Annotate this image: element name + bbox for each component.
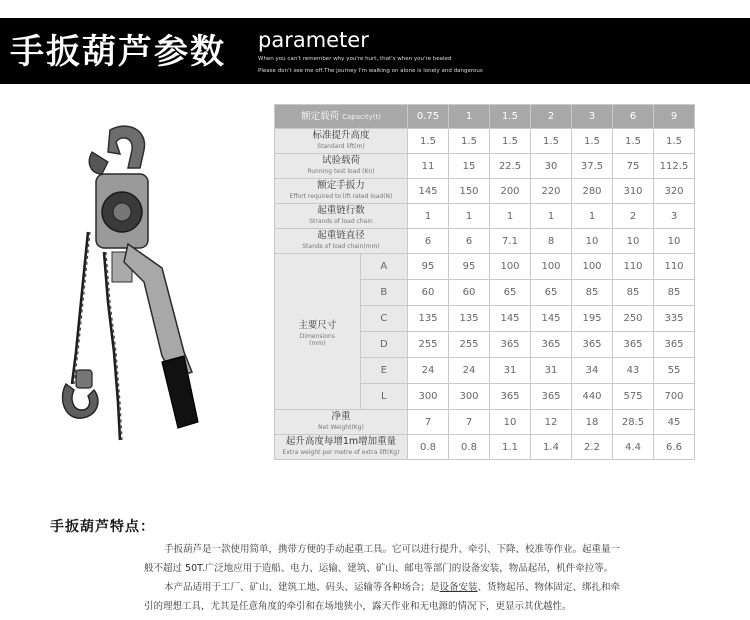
- table-cell: 100: [490, 254, 531, 280]
- table-cell: 280: [572, 179, 613, 204]
- table-cell: 300: [408, 384, 449, 410]
- table-cell: 65: [531, 280, 572, 306]
- table-cell: 6.6: [654, 435, 695, 460]
- table-cell: 110: [613, 254, 654, 280]
- table-cell: 1: [449, 204, 490, 229]
- page-title-en: parameter: [258, 28, 369, 52]
- table-cell: 3: [654, 204, 695, 229]
- table-cell: 365: [490, 332, 531, 358]
- table-cell: 1.4: [531, 435, 572, 460]
- features-text: [144, 540, 664, 616]
- table-cell: 365: [531, 384, 572, 410]
- table-cell: 7: [449, 410, 490, 435]
- table-cell: 85: [572, 280, 613, 306]
- table-cell: 145: [490, 306, 531, 332]
- table-cell: 110: [654, 254, 695, 280]
- dimension-key: B: [360, 280, 407, 306]
- table-cell: 18: [572, 410, 613, 435]
- table-cell: 365: [654, 332, 695, 358]
- table-cell: 200: [490, 179, 531, 204]
- table-cell: 1: [531, 204, 572, 229]
- table-cell: 12: [531, 410, 572, 435]
- table-cell: 0.75: [408, 105, 449, 129]
- table-cell: 575: [613, 384, 654, 410]
- table-cell: 60: [449, 280, 490, 306]
- table-cell: 1.5: [490, 105, 531, 129]
- table-row: [275, 129, 695, 154]
- table-cell: 3: [572, 105, 613, 129]
- table-row: [275, 435, 695, 460]
- table-cell: 24: [408, 358, 449, 384]
- row-label: 起重链行数 Strands of load chain: [275, 204, 408, 229]
- table-cell: 365: [572, 332, 613, 358]
- table-cell: 85: [613, 280, 654, 306]
- dimension-key: C: [360, 306, 407, 332]
- table-cell: 145: [531, 306, 572, 332]
- table-cell: 24: [449, 358, 490, 384]
- table-cell: 2.2: [572, 435, 613, 460]
- table-cell: 55: [654, 358, 695, 384]
- table-cell: 11: [408, 154, 449, 179]
- table-row: [275, 179, 695, 204]
- table-cell: 7.1: [490, 229, 531, 254]
- table-cell: 100: [531, 254, 572, 280]
- features-paragraph-2-line-2: 引的理想工具，尤其是任意角度的牵引和在场地狭小，露天作业和无电源的情况下，更显示其优越性。: [144, 601, 572, 612]
- table-cell: 10: [613, 229, 654, 254]
- table-cell: 95: [449, 254, 490, 280]
- table-cell: 6: [408, 229, 449, 254]
- table-cell: 1.1: [490, 435, 531, 460]
- table-cell: 320: [654, 179, 695, 204]
- dimension-key: D: [360, 332, 407, 358]
- table-cell: 43: [613, 358, 654, 384]
- header-banner: [0, 18, 750, 84]
- table-cell: 250: [613, 306, 654, 332]
- table-cell: 440: [572, 384, 613, 410]
- table-cell: 1: [572, 204, 613, 229]
- table-row: [275, 229, 695, 254]
- table-row: [275, 254, 695, 280]
- features-heading: 手扳葫芦特点：: [50, 519, 155, 535]
- table-cell: 1.5: [613, 129, 654, 154]
- table-cell: 1.5: [408, 129, 449, 154]
- table-cell: 365: [613, 332, 654, 358]
- table-cell: 15: [449, 154, 490, 179]
- table-row: [275, 154, 695, 179]
- header-subtitle-1: When you can't remember why you're hurt, that's when you're healed: [258, 56, 452, 62]
- row-label: 起升高度每增1m增加重量 Extra weight per metre of extra lift(Kg): [275, 435, 408, 460]
- table-cell: 335: [654, 306, 695, 332]
- table-cell: 28.5: [613, 410, 654, 435]
- table-cell: 1: [490, 204, 531, 229]
- table-cell: 8: [531, 229, 572, 254]
- row-label: 标准提升高度 Standard lift(m): [275, 129, 408, 154]
- table-cell: 6: [449, 229, 490, 254]
- table-cell: 6: [613, 105, 654, 129]
- table-cell: 310: [613, 179, 654, 204]
- table-cell: 700: [654, 384, 695, 410]
- equipment-install-link[interactable]: 设备安装: [439, 582, 478, 593]
- table-header-row: [275, 105, 695, 129]
- table-cell: 100: [572, 254, 613, 280]
- table-cell: 37.5: [572, 154, 613, 179]
- dimension-key: A: [360, 254, 407, 280]
- table-cell: 10: [654, 229, 695, 254]
- table-cell: 75: [613, 154, 654, 179]
- table-cell: 95: [408, 254, 449, 280]
- table-cell: 1: [449, 105, 490, 129]
- table-cell: 150: [449, 179, 490, 204]
- dimension-key: E: [360, 358, 407, 384]
- row-label: 净重 Net Weight(Kg): [275, 410, 408, 435]
- dimension-key: L: [360, 384, 407, 410]
- table-cell: 1.5: [531, 129, 572, 154]
- table-cell: 65: [490, 280, 531, 306]
- features-paragraph-1-line-1: 手扳葫芦是一款使用简单，携带方便的手动起重工具。它可以进行提升、牵引、下降、校准等作业。起重量一: [164, 544, 621, 555]
- table-cell: 34: [572, 358, 613, 384]
- table-cell: 300: [449, 384, 490, 410]
- table-cell: 255: [449, 332, 490, 358]
- table-cell: 1: [408, 204, 449, 229]
- table-cell: 22.5: [490, 154, 531, 179]
- table-cell: 45: [654, 410, 695, 435]
- table-cell: 1.5: [572, 129, 613, 154]
- table-cell: 60: [408, 280, 449, 306]
- capacity-label: 额定载荷 Capacity(t): [275, 105, 408, 129]
- table-cell: 7: [408, 410, 449, 435]
- table-cell: 0.8: [408, 435, 449, 460]
- table-cell: 30: [531, 154, 572, 179]
- table-cell: 1.5: [654, 129, 695, 154]
- table-cell: 2: [613, 204, 654, 229]
- row-label: 试验载荷 Running test load (Kn): [275, 154, 408, 179]
- table-row: [275, 204, 695, 229]
- table-cell: 255: [408, 332, 449, 358]
- features-paragraph-1-line-2: 般不超过 50T.广泛地应用于造船、电力、运输、建筑、矿山、邮电等部门的设备安装，物品起吊，机件牵拉等。: [144, 563, 614, 574]
- row-label: 起重链直径 Stands of load chain(mm): [275, 229, 408, 254]
- table-cell: 1.5: [449, 129, 490, 154]
- table-cell: 10: [572, 229, 613, 254]
- header-subtitle-2: Please don't see me off.The journey I'm walking on alone is lonely and dangerous: [258, 68, 483, 74]
- parameter-table: [274, 104, 695, 460]
- table-cell: 9: [654, 105, 695, 129]
- table-cell: 85: [654, 280, 695, 306]
- lever-hoist-image: [58, 122, 220, 452]
- row-label: 额定手扳力 Effort required to lift rated load(N): [275, 179, 408, 204]
- table-cell: 195: [572, 306, 613, 332]
- table-cell: 10: [490, 410, 531, 435]
- table-cell: 365: [531, 332, 572, 358]
- table-cell: 0.8: [449, 435, 490, 460]
- table-row: [275, 410, 695, 435]
- table-cell: 4.4: [613, 435, 654, 460]
- table-cell: 135: [408, 306, 449, 332]
- table-cell: 1.5: [490, 129, 531, 154]
- page-title: 手扳葫芦参数: [10, 32, 226, 72]
- table-cell: 365: [490, 384, 531, 410]
- dimensions-label: 主要尺寸 Dimensions (mm): [275, 254, 361, 410]
- table-cell: 220: [531, 179, 572, 204]
- table-cell: 135: [449, 306, 490, 332]
- table-cell: 31: [490, 358, 531, 384]
- table-cell: 31: [531, 358, 572, 384]
- table-cell: 2: [531, 105, 572, 129]
- table-cell: 112.5: [654, 154, 695, 179]
- table-cell: 145: [408, 179, 449, 204]
- features-paragraph-2-line-1: 本产品适用于工厂、矿山、建筑工地、码头、运输等各种场合；是设备安装、货物起吊、物体固定、绑扎和牵: [164, 582, 621, 593]
